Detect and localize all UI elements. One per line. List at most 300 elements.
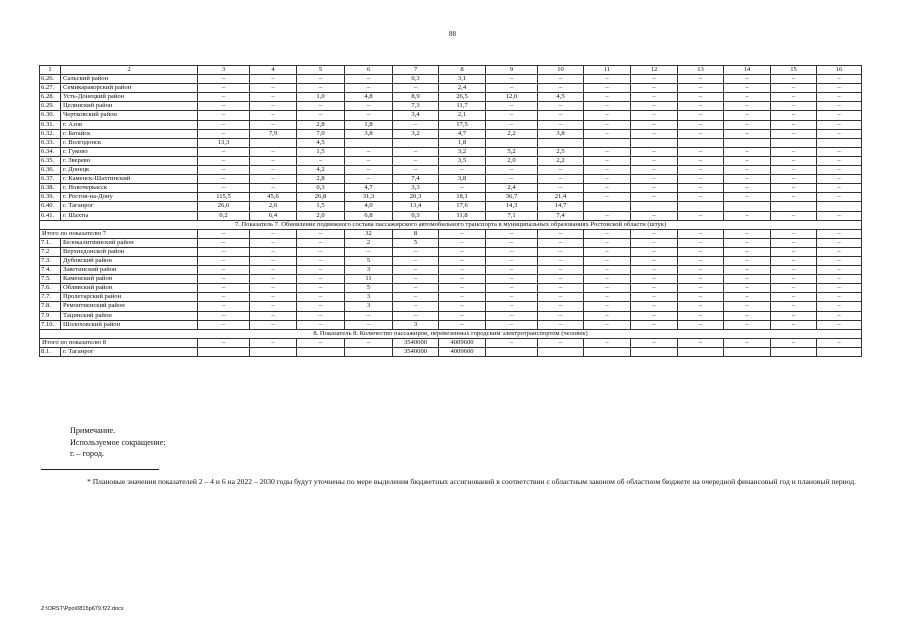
value-cell: –: [817, 193, 862, 202]
value-cell: –: [439, 320, 486, 329]
value-cell: –: [439, 238, 486, 247]
value-cell: –: [631, 266, 678, 275]
value-cell: –: [817, 147, 862, 156]
value-cell: –: [198, 311, 250, 320]
value-cell: –: [297, 229, 345, 238]
value-cell: 26,6: [198, 202, 250, 211]
value-cell: 36,7: [486, 193, 538, 202]
value-cell: –: [678, 247, 724, 256]
municipality-name: Целинский район: [61, 102, 198, 111]
value-cell: –: [486, 75, 538, 84]
header-cell: 11: [584, 66, 631, 75]
value-cell: 4009600: [439, 338, 486, 347]
notes-title: Примечание.: [70, 426, 116, 435]
value-cell: –: [486, 338, 538, 347]
row-number: 6.30.: [40, 111, 61, 120]
row-number: 7.4.: [40, 266, 61, 275]
value-cell: –: [486, 247, 538, 256]
value-cell: –: [584, 84, 631, 93]
value-cell: –: [817, 338, 862, 347]
value-cell: –: [771, 175, 817, 184]
value-cell: –: [817, 284, 862, 293]
value-cell: –: [538, 111, 584, 120]
value-cell: –: [198, 84, 250, 93]
value-cell: –: [678, 311, 724, 320]
value-cell: –: [631, 211, 678, 220]
value-cell: –: [538, 284, 584, 293]
value-cell: –: [486, 256, 538, 265]
value-cell: –: [538, 229, 584, 238]
value-cell: 13,3: [198, 138, 250, 147]
value-cell: –: [345, 320, 393, 329]
value-cell: –: [486, 229, 538, 238]
value-cell: –: [250, 102, 297, 111]
total-label: Итого по показателю 7: [40, 229, 198, 238]
value-cell: –: [771, 275, 817, 284]
value-cell: 13,4: [393, 202, 439, 211]
value-cell: –: [198, 247, 250, 256]
notes-abbrev-heading: Используемое сокращение:: [70, 437, 166, 447]
value-cell: 5: [345, 256, 393, 265]
table-header-row: [40, 66, 862, 75]
value-cell: –: [724, 156, 771, 165]
table-row: [40, 93, 862, 102]
value-cell: 4,0: [345, 202, 393, 211]
value-cell: –: [771, 102, 817, 111]
header-cell: 6: [345, 66, 393, 75]
value-cell: 7,1: [486, 211, 538, 220]
value-cell: –: [817, 120, 862, 129]
value-cell: –: [198, 166, 250, 175]
value-cell: –: [724, 266, 771, 275]
table-row: [40, 238, 862, 247]
section-heading: 7. Показатель 7. Обновление подвижного состава пассажирского автомобильного транспорта в муниципальных образованиях Ростовской области (штук): [40, 220, 862, 229]
table-row: [40, 320, 862, 329]
row-number: 6.28.: [40, 93, 61, 102]
table-row: [40, 275, 862, 284]
value-cell: 2,6: [250, 202, 297, 211]
value-cell: –: [486, 284, 538, 293]
section-heading: 8. Показатель 8. Количество пассажиров, перевезенных городским электротранспортом (человек): [40, 329, 862, 338]
value-cell: –: [724, 229, 771, 238]
value-cell: –: [198, 284, 250, 293]
value-cell: [771, 347, 817, 356]
value-cell: –: [439, 284, 486, 293]
value-cell: 3,2: [439, 147, 486, 156]
value-cell: [631, 202, 678, 211]
value-cell: 3,8: [439, 175, 486, 184]
header-cell: 16: [817, 66, 862, 75]
value-cell: –: [678, 93, 724, 102]
value-cell: –: [538, 84, 584, 93]
value-cell: –: [297, 311, 345, 320]
value-cell: –: [631, 102, 678, 111]
file-path: Z:\ORST\Ppo\0815p679.f22.docx: [41, 606, 124, 612]
value-cell: 21,4: [538, 193, 584, 202]
value-cell: 2,0: [486, 156, 538, 165]
municipality-name: г. Новочеркасск: [61, 184, 198, 193]
municipality-name: Чертковский район: [61, 111, 198, 120]
value-cell: –: [724, 120, 771, 129]
table-body: [40, 66, 862, 357]
value-cell: –: [631, 184, 678, 193]
header-cell: 8: [439, 66, 486, 75]
value-cell: [631, 347, 678, 356]
value-cell: –: [724, 320, 771, 329]
value-cell: –: [250, 284, 297, 293]
value-cell: –: [345, 175, 393, 184]
value-cell: –: [771, 293, 817, 302]
value-cell: –: [724, 293, 771, 302]
notes-block: [70, 425, 166, 460]
value-cell: 3,8: [538, 129, 584, 138]
value-cell: –: [439, 302, 486, 311]
municipality-name: г. Каменск-Шахтинский: [61, 175, 198, 184]
value-cell: –: [393, 156, 439, 165]
value-cell: –: [538, 247, 584, 256]
value-cell: –: [198, 175, 250, 184]
value-cell: –: [584, 147, 631, 156]
value-cell: [250, 347, 297, 356]
value-cell: –: [250, 75, 297, 84]
value-cell: –: [393, 84, 439, 93]
value-cell: –: [250, 311, 297, 320]
table-row: [40, 302, 862, 311]
value-cell: –: [393, 247, 439, 256]
value-cell: –: [439, 275, 486, 284]
value-cell: –: [345, 156, 393, 165]
value-cell: 17,6: [439, 202, 486, 211]
municipality-name: Каменский район: [61, 275, 198, 284]
value-cell: –: [771, 311, 817, 320]
value-cell: –: [817, 293, 862, 302]
value-cell: 1,8: [345, 120, 393, 129]
value-cell: –: [439, 247, 486, 256]
value-cell: –: [486, 266, 538, 275]
value-cell: –: [250, 229, 297, 238]
value-cell: –: [724, 111, 771, 120]
table-row: [40, 166, 862, 175]
value-cell: –: [771, 84, 817, 93]
table-row: [40, 111, 862, 120]
value-cell: –: [771, 238, 817, 247]
value-cell: 3,1: [439, 75, 486, 84]
value-cell: –: [250, 156, 297, 165]
value-cell: –: [724, 338, 771, 347]
value-cell: –: [631, 120, 678, 129]
value-cell: 0,3: [393, 211, 439, 220]
header-cell: 5: [297, 66, 345, 75]
value-cell: –: [198, 320, 250, 329]
value-cell: 5: [345, 284, 393, 293]
value-cell: –: [584, 238, 631, 247]
value-cell: –: [817, 275, 862, 284]
value-cell: –: [817, 266, 862, 275]
value-cell: 2,4: [439, 84, 486, 93]
table-row: [40, 202, 862, 211]
value-cell: –: [584, 120, 631, 129]
value-cell: 8: [393, 229, 439, 238]
value-cell: –: [724, 93, 771, 102]
value-cell: 0,2: [198, 211, 250, 220]
value-cell: –: [250, 93, 297, 102]
value-cell: –: [817, 247, 862, 256]
value-cell: 4,7: [439, 129, 486, 138]
municipality-name: г. Таганрог: [61, 347, 198, 356]
header-cell: 4: [250, 66, 297, 75]
value-cell: –: [631, 84, 678, 93]
value-cell: 2,2: [538, 156, 584, 165]
table-row: [40, 138, 862, 147]
value-cell: –: [631, 129, 678, 138]
value-cell: –: [584, 129, 631, 138]
value-cell: 14,3: [486, 202, 538, 211]
value-cell: –: [584, 229, 631, 238]
value-cell: 31,3: [345, 193, 393, 202]
value-cell: [724, 138, 771, 147]
municipality-name: г. Батайск: [61, 129, 198, 138]
value-cell: [678, 138, 724, 147]
value-cell: [297, 347, 345, 356]
row-number: 7.2: [40, 247, 61, 256]
value-cell: –: [486, 102, 538, 111]
value-cell: 18,1: [439, 193, 486, 202]
value-cell: –: [345, 311, 393, 320]
value-cell: –: [538, 293, 584, 302]
header-cell: 1: [40, 66, 61, 75]
value-cell: –: [817, 111, 862, 120]
value-cell: –: [771, 229, 817, 238]
value-cell: [817, 202, 862, 211]
value-cell: –: [250, 293, 297, 302]
value-cell: 32: [345, 229, 393, 238]
value-cell: –: [297, 111, 345, 120]
municipality-name: Заветинский район: [61, 266, 198, 275]
value-cell: –: [817, 75, 862, 84]
row-number: 7.8.: [40, 302, 61, 311]
value-cell: –: [297, 293, 345, 302]
value-cell: 7,0: [297, 129, 345, 138]
value-cell: –: [297, 275, 345, 284]
value-cell: –: [584, 302, 631, 311]
value-cell: 12,0: [486, 93, 538, 102]
municipality-name: Ремонтненский район: [61, 302, 198, 311]
value-cell: –: [584, 166, 631, 175]
row-number: 6.40.: [40, 202, 61, 211]
value-cell: –: [724, 211, 771, 220]
value-cell: –: [584, 266, 631, 275]
value-cell: –: [198, 93, 250, 102]
value-cell: –: [724, 311, 771, 320]
value-cell: –: [724, 75, 771, 84]
value-cell: –: [771, 256, 817, 265]
value-cell: –: [678, 229, 724, 238]
row-number: 7.6.: [40, 284, 61, 293]
value-cell: –: [538, 75, 584, 84]
value-cell: –: [678, 284, 724, 293]
value-cell: –: [250, 338, 297, 347]
municipality-name: Белокалитвинский район: [61, 238, 198, 247]
value-cell: –: [198, 275, 250, 284]
value-cell: [678, 347, 724, 356]
municipality-name: Сальский район: [61, 75, 198, 84]
value-cell: –: [771, 111, 817, 120]
value-cell: –: [678, 102, 724, 111]
value-cell: [584, 202, 631, 211]
value-cell: –: [678, 320, 724, 329]
value-cell: –: [631, 229, 678, 238]
value-cell: –: [771, 266, 817, 275]
value-cell: –: [198, 338, 250, 347]
value-cell: 6,4: [250, 211, 297, 220]
value-cell: 17,5: [439, 120, 486, 129]
value-cell: –: [486, 166, 538, 175]
value-cell: –: [439, 166, 486, 175]
value-cell: –: [538, 256, 584, 265]
value-cell: –: [198, 75, 250, 84]
row-number: 7.1.: [40, 238, 61, 247]
value-cell: –: [297, 256, 345, 265]
value-cell: 2,1: [439, 111, 486, 120]
value-cell: –: [250, 302, 297, 311]
value-cell: –: [584, 311, 631, 320]
value-cell: –: [631, 338, 678, 347]
value-cell: –: [724, 284, 771, 293]
table-row: [40, 129, 862, 138]
value-cell: [250, 138, 297, 147]
value-cell: 11: [345, 275, 393, 284]
value-cell: –: [631, 111, 678, 120]
value-cell: 3540000: [393, 347, 439, 356]
value-cell: –: [538, 320, 584, 329]
value-cell: –: [678, 175, 724, 184]
table-row: [40, 184, 862, 193]
value-cell: 7,4: [393, 175, 439, 184]
indicators-table: [39, 65, 862, 357]
header-cell: 14: [724, 66, 771, 75]
value-cell: –: [584, 102, 631, 111]
value-cell: –: [198, 256, 250, 265]
value-cell: –: [393, 256, 439, 265]
value-cell: [393, 138, 439, 147]
value-cell: 20,3: [393, 193, 439, 202]
value-cell: –: [345, 166, 393, 175]
value-cell: –: [250, 184, 297, 193]
value-cell: –: [817, 93, 862, 102]
value-cell: –: [771, 284, 817, 293]
value-cell: –: [817, 211, 862, 220]
value-cell: 3,5: [439, 156, 486, 165]
value-cell: –: [393, 120, 439, 129]
value-cell: –: [678, 338, 724, 347]
value-cell: –: [771, 338, 817, 347]
value-cell: 4,2: [297, 166, 345, 175]
value-cell: –: [631, 175, 678, 184]
municipality-name: Пролетарский район: [61, 293, 198, 302]
value-cell: –: [297, 238, 345, 247]
value-cell: –: [584, 275, 631, 284]
value-cell: –: [345, 338, 393, 347]
table-row: [40, 311, 862, 320]
value-cell: –: [345, 111, 393, 120]
value-cell: –: [439, 293, 486, 302]
value-cell: –: [584, 156, 631, 165]
value-cell: –: [198, 293, 250, 302]
value-cell: –: [817, 302, 862, 311]
value-cell: –: [486, 120, 538, 129]
value-cell: 2: [345, 238, 393, 247]
value-cell: –: [584, 284, 631, 293]
value-cell: –: [724, 147, 771, 156]
value-cell: –: [817, 166, 862, 175]
row-number: 7.7.: [40, 293, 61, 302]
section-heading-row: [40, 329, 862, 338]
value-cell: [724, 202, 771, 211]
value-cell: –: [584, 338, 631, 347]
municipality-name: Семикаракорский район: [61, 84, 198, 93]
value-cell: –: [678, 238, 724, 247]
municipality-name: г. Зверево: [61, 156, 198, 165]
value-cell: –: [584, 111, 631, 120]
value-cell: 3540000: [393, 338, 439, 347]
value-cell: –: [250, 320, 297, 329]
value-cell: [486, 138, 538, 147]
value-cell: –: [393, 166, 439, 175]
municipality-name: г. Донецк: [61, 166, 198, 175]
value-cell: –: [631, 193, 678, 202]
value-cell: –: [345, 102, 393, 111]
value-cell: –: [584, 247, 631, 256]
value-cell: –: [817, 238, 862, 247]
value-cell: [771, 138, 817, 147]
value-cell: –: [250, 120, 297, 129]
value-cell: –: [250, 111, 297, 120]
value-cell: 5,2: [486, 147, 538, 156]
value-cell: –: [439, 256, 486, 265]
value-cell: –: [678, 156, 724, 165]
value-cell: –: [393, 284, 439, 293]
header-cell: 3: [198, 66, 250, 75]
value-cell: –: [724, 84, 771, 93]
value-cell: –: [584, 211, 631, 220]
value-cell: 4,8: [345, 93, 393, 102]
row-number: 6.31.: [40, 120, 61, 129]
value-cell: –: [678, 266, 724, 275]
value-cell: –: [771, 302, 817, 311]
value-cell: 2,8: [297, 175, 345, 184]
value-cell: –: [771, 75, 817, 84]
municipality-name: г. Ростов-на-Дону: [61, 193, 198, 202]
value-cell: –: [631, 275, 678, 284]
value-cell: –: [486, 84, 538, 93]
value-cell: –: [538, 184, 584, 193]
value-cell: –: [345, 247, 393, 256]
value-cell: –: [678, 211, 724, 220]
value-cell: –: [584, 293, 631, 302]
value-cell: –: [771, 156, 817, 165]
value-cell: –: [538, 102, 584, 111]
value-cell: –: [486, 175, 538, 184]
value-cell: –: [678, 193, 724, 202]
value-cell: –: [724, 238, 771, 247]
value-cell: 4,7: [345, 184, 393, 193]
value-cell: –: [486, 293, 538, 302]
value-cell: –: [724, 247, 771, 256]
row-number: 6.37.: [40, 175, 61, 184]
row-number: 7.9: [40, 311, 61, 320]
table-row: [40, 293, 862, 302]
value-cell: –: [198, 266, 250, 275]
